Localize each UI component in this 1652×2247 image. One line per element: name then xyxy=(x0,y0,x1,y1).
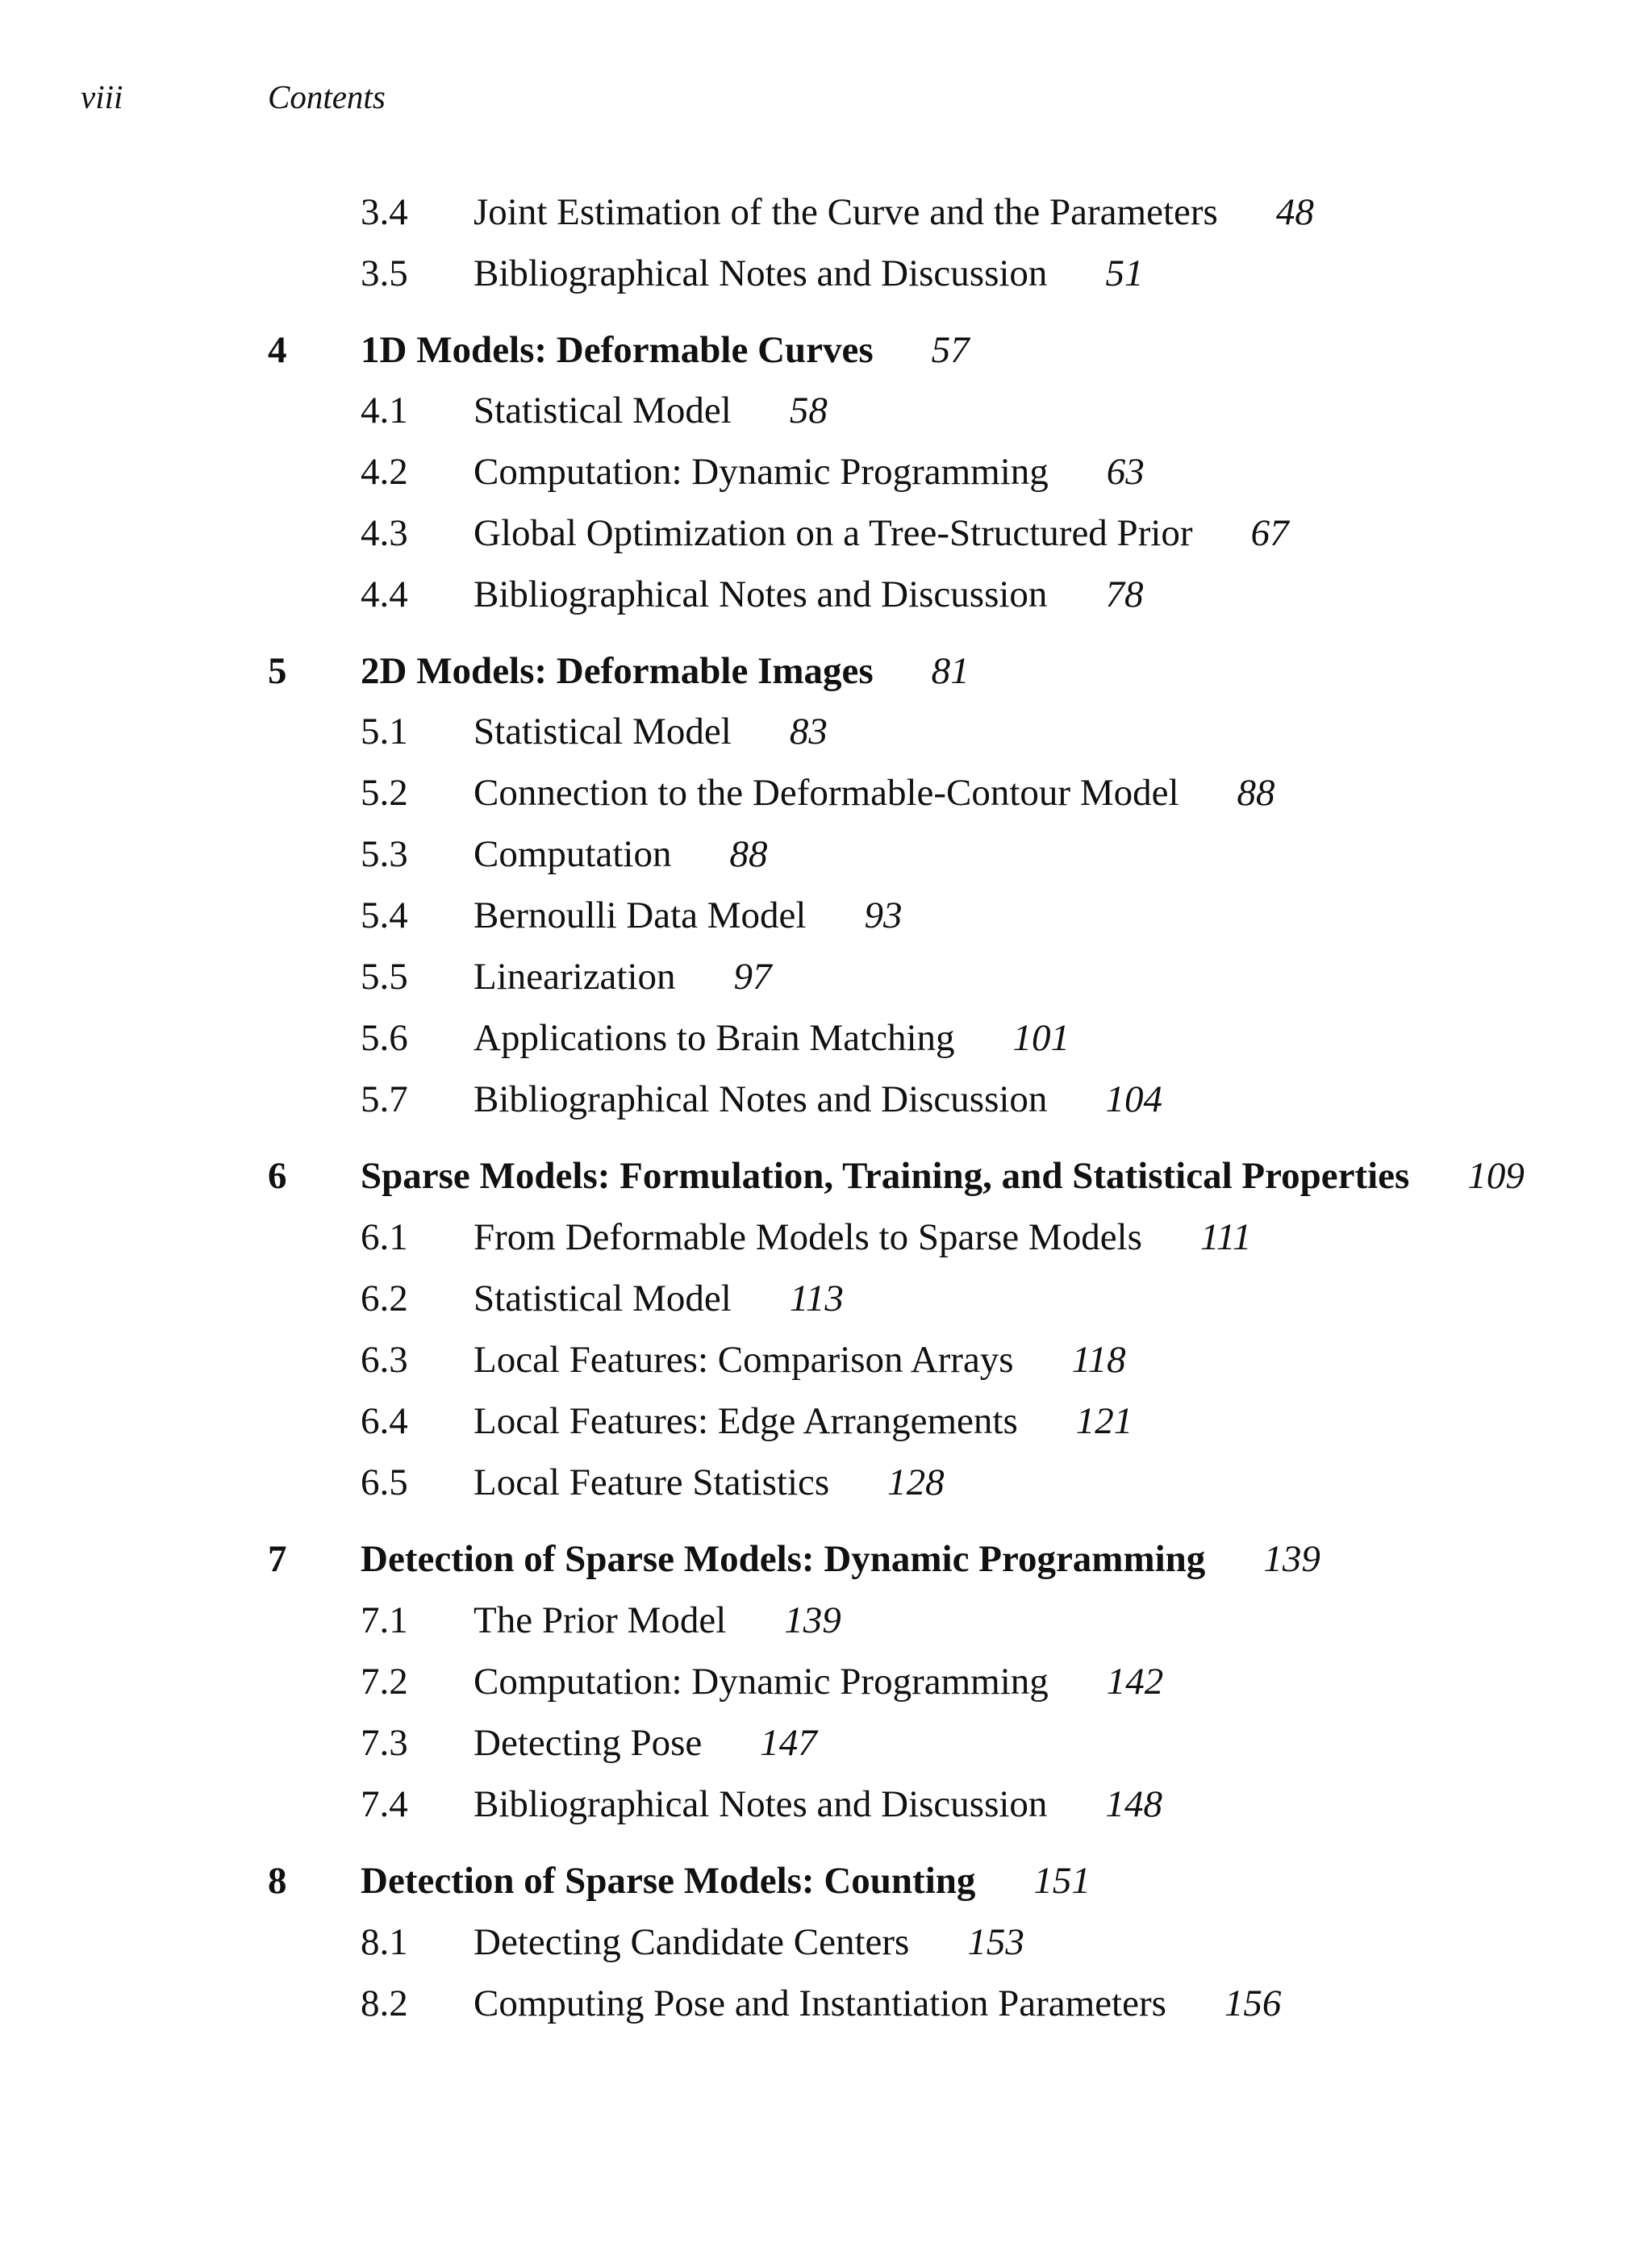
section-title: Connection to the Deformable-Contour Model xyxy=(473,772,1179,814)
entry-title-group xyxy=(361,645,970,697)
entry-title-group xyxy=(361,1855,1091,1907)
section-title: Computation xyxy=(473,833,672,875)
entry-title-group xyxy=(473,1595,841,1646)
section-title: Linearization xyxy=(473,956,676,998)
page-number: viii xyxy=(81,78,123,115)
chapter-number: 5 xyxy=(268,650,287,692)
section-title: Local Feature Statistics xyxy=(473,1461,830,1503)
section-number: 3.5 xyxy=(361,252,408,294)
chapter-title: Sparse Models: Formulation, Training, and Statistical Properties xyxy=(361,1155,1410,1197)
entry-title-group xyxy=(473,1273,844,1324)
page-reference: 128 xyxy=(887,1461,945,1503)
toc-section-entry xyxy=(0,569,1652,620)
section-title: Computation: Dynamic Programming xyxy=(473,451,1049,493)
entry-title-group xyxy=(473,1211,1251,1263)
section-title: Statistical Model xyxy=(473,1278,732,1319)
toc-section-entry xyxy=(0,248,1652,299)
section-number: 5.3 xyxy=(361,833,408,875)
section-number: 4.3 xyxy=(361,512,408,554)
section-number: 5.4 xyxy=(361,894,408,936)
page-reference: 111 xyxy=(1199,1216,1252,1258)
entry-title-group xyxy=(473,1457,945,1508)
entry-title-group xyxy=(473,385,828,436)
section-number: 5.7 xyxy=(361,1078,408,1120)
entry-title-group xyxy=(473,890,902,941)
entry-title-group xyxy=(473,1978,1281,2029)
section-number: 5.5 xyxy=(361,956,408,998)
toc-chapter-entry xyxy=(0,645,1652,697)
section-number: 7.2 xyxy=(361,1661,408,1703)
page-reference: 118 xyxy=(1071,1339,1126,1381)
section-title: Bibliographical Notes and Discussion xyxy=(473,573,1048,615)
toc-section-entry xyxy=(0,767,1652,819)
section-title: From Deformable Models to Sparse Models xyxy=(473,1216,1142,1258)
toc-chapter-entry xyxy=(0,1533,1652,1585)
toc-section-entry xyxy=(0,1012,1652,1064)
toc-chapter-entry xyxy=(0,1855,1652,1907)
section-title: Statistical Model xyxy=(473,711,732,752)
entry-title-group xyxy=(473,507,1289,559)
toc-section-entry xyxy=(0,385,1652,436)
entry-title-group xyxy=(473,1778,1162,1830)
page-reference: 97 xyxy=(733,956,772,998)
entry-title-group xyxy=(473,248,1143,299)
page-reference: 109 xyxy=(1467,1155,1525,1197)
page-reference: 142 xyxy=(1106,1661,1164,1703)
section-number: 4.1 xyxy=(361,390,408,431)
chapter-number: 8 xyxy=(268,1860,287,1902)
section-title: Local Features: Comparison Arrays xyxy=(473,1339,1014,1381)
section-number: 5.6 xyxy=(361,1017,408,1059)
entry-title-group xyxy=(473,1717,817,1769)
section-title: Statistical Model xyxy=(473,390,732,431)
page-reference: 156 xyxy=(1224,1982,1282,2024)
page-reference: 101 xyxy=(1012,1017,1070,1059)
toc-chapter-entry xyxy=(0,324,1652,376)
toc-section-entry xyxy=(0,1916,1652,1968)
section-number: 5.1 xyxy=(361,711,408,752)
toc-section-entry xyxy=(0,1211,1652,1263)
toc-section-entry xyxy=(0,446,1652,498)
chapter-number: 4 xyxy=(268,329,287,371)
section-title: Computing Pose and Instantiation Parameters xyxy=(473,1982,1166,2024)
section-number: 6.4 xyxy=(361,1400,408,1442)
section-title: Computation: Dynamic Programming xyxy=(473,1661,1049,1703)
page-reference: 153 xyxy=(967,1921,1024,1963)
section-title: The Prior Model xyxy=(473,1599,727,1641)
toc-section-entry xyxy=(0,186,1652,238)
entry-title-group xyxy=(361,324,970,376)
entry-title-group xyxy=(361,1533,1320,1585)
page-reference: 88 xyxy=(729,833,768,875)
chapter-number: 7 xyxy=(268,1538,287,1580)
page-reference: 88 xyxy=(1237,772,1275,814)
page-reference: 104 xyxy=(1105,1078,1162,1120)
page-reference: 139 xyxy=(784,1599,841,1641)
page-reference: 148 xyxy=(1105,1783,1162,1825)
entry-title-group xyxy=(473,1656,1163,1707)
entry-title-group xyxy=(473,446,1145,498)
section-number: 6.2 xyxy=(361,1278,408,1319)
toc-section-entry xyxy=(0,951,1652,1003)
section-title: Joint Estimation of the Curve and the Parameters xyxy=(473,191,1218,233)
entry-title-group xyxy=(361,1150,1525,1202)
page-reference: 67 xyxy=(1250,512,1289,554)
page-reference: 139 xyxy=(1263,1538,1320,1580)
page-reference: 121 xyxy=(1075,1400,1133,1442)
section-number: 6.1 xyxy=(361,1216,408,1258)
toc-section-entry xyxy=(0,1395,1652,1447)
section-number: 7.1 xyxy=(361,1599,408,1641)
toc-section-entry xyxy=(0,1073,1652,1125)
page-reference: 78 xyxy=(1105,573,1144,615)
toc-chapter-entry xyxy=(0,1150,1652,1202)
chapter-title: 2D Models: Deformable Images xyxy=(361,650,874,692)
toc-section-entry xyxy=(0,1457,1652,1508)
page-reference: 93 xyxy=(864,894,903,936)
running-head-title: Contents xyxy=(268,78,386,115)
section-title: Bibliographical Notes and Discussion xyxy=(473,1783,1048,1825)
page-reference: 83 xyxy=(789,711,828,752)
section-number: 4.4 xyxy=(361,573,408,615)
entry-title-group xyxy=(473,1916,1024,1968)
page-reference: 51 xyxy=(1105,252,1144,294)
section-title: Detecting Candidate Centers xyxy=(473,1921,910,1963)
section-title: Bibliographical Notes and Discussion xyxy=(473,1078,1048,1120)
section-title: Bibliographical Notes and Discussion xyxy=(473,252,1048,294)
section-number: 6.5 xyxy=(361,1461,408,1503)
entry-title-group xyxy=(473,1073,1162,1125)
entry-title-group xyxy=(473,1012,1070,1064)
toc-section-entry xyxy=(0,1978,1652,2029)
entry-title-group xyxy=(473,706,828,757)
section-number: 3.4 xyxy=(361,191,408,233)
page-reference: 57 xyxy=(931,329,970,371)
section-number: 7.4 xyxy=(361,1783,408,1825)
section-title: Detecting Pose xyxy=(473,1722,703,1764)
page-reference: 58 xyxy=(789,390,828,431)
page-reference: 63 xyxy=(1106,451,1145,493)
entry-title-group xyxy=(473,1395,1133,1447)
section-number: 8.2 xyxy=(361,1982,408,2024)
page-reference: 81 xyxy=(931,650,970,692)
section-title: Bernoulli Data Model xyxy=(473,894,807,936)
section-number: 4.2 xyxy=(361,451,408,493)
toc-section-entry xyxy=(0,1595,1652,1646)
toc-section-entry xyxy=(0,507,1652,559)
page-reference: 147 xyxy=(760,1722,817,1764)
entry-title-group xyxy=(473,951,772,1003)
chapter-title: 1D Models: Deformable Curves xyxy=(361,329,874,371)
page-reference: 151 xyxy=(1033,1860,1091,1902)
entry-title-group xyxy=(473,828,767,880)
toc-section-entry xyxy=(0,1334,1652,1386)
section-title: Global Optimization on a Tree-Structured Prior xyxy=(473,512,1193,554)
section-number: 6.3 xyxy=(361,1339,408,1381)
section-number: 8.1 xyxy=(361,1921,408,1963)
chapter-number: 6 xyxy=(268,1155,287,1197)
chapter-title: Detection of Sparse Models: Dynamic Programming xyxy=(361,1538,1206,1580)
chapter-title: Detection of Sparse Models: Counting xyxy=(361,1860,976,1902)
page-reference: 48 xyxy=(1275,191,1314,233)
toc-section-entry xyxy=(0,706,1652,757)
toc-section-entry xyxy=(0,890,1652,941)
entry-title-group xyxy=(473,186,1314,238)
section-title: Local Features: Edge Arrangements xyxy=(473,1400,1018,1442)
toc-section-entry xyxy=(0,1717,1652,1769)
entry-title-group xyxy=(473,569,1143,620)
toc-section-entry xyxy=(0,1273,1652,1324)
section-number: 5.2 xyxy=(361,772,408,814)
toc-section-entry xyxy=(0,1778,1652,1830)
section-number: 7.3 xyxy=(361,1722,408,1764)
section-title: Applications to Brain Matching xyxy=(473,1017,955,1059)
page-reference: 113 xyxy=(789,1278,844,1319)
entry-title-group xyxy=(473,767,1275,819)
toc-section-entry xyxy=(0,828,1652,880)
entry-title-group xyxy=(473,1334,1126,1386)
toc-section-entry xyxy=(0,1656,1652,1707)
